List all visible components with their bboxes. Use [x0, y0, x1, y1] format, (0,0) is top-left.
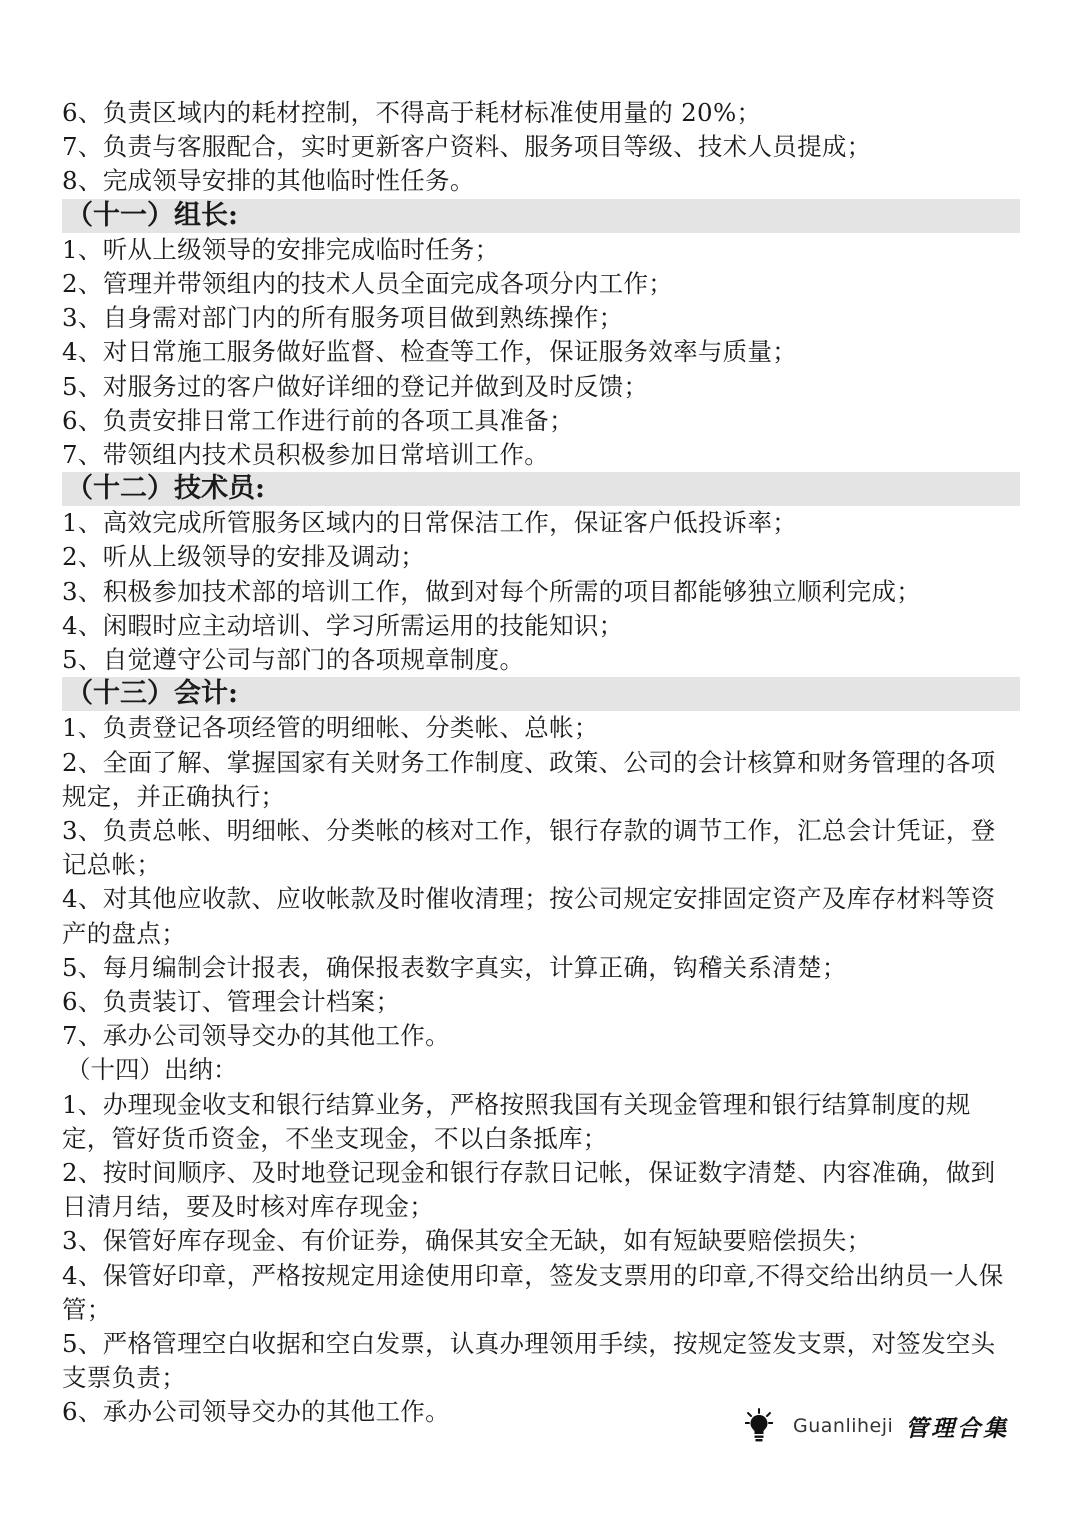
list-item: 5、严格管理空白收据和空白发票，认真办理领用手续，按规定签发支票，对签发空头支票负责；	[62, 1328, 996, 1393]
list-item: 3、积极参加技术部的培训工作，做到对每个所需的项目都能够独立顺利完成；	[62, 576, 922, 606]
list-item: 7、负责与客服配合，实时更新客户资料、服务项目等级、技术人员提成；	[62, 132, 872, 162]
list-item: 1、办理现金收支和银行结算业务，严格按照我国有关现金管理和银行结算制度的规定，管好货币资金，不坐支现金，不以白条抵库；	[62, 1089, 971, 1153]
list-item: 2、听从上级领导的安排及调动；	[62, 542, 426, 572]
section-heading-accountant: （十三）会计:	[62, 677, 1020, 711]
list-item: 5、对服务过的客户做好详细的登记并做到及时反馈；	[62, 371, 649, 401]
list-item: 6、承办公司领导交办的其他工作。	[62, 1397, 450, 1427]
list-item: 3、负责总帐、明细帐、分类帐的核对工作，银行存款的调节工作，汇总会计凭证，登记总帐；	[62, 815, 996, 880]
list-item: 6、负责安排日常工作进行前的各项工具准备；	[62, 405, 574, 435]
list-item: 6、负责装订、管理会计档案；	[62, 986, 401, 1016]
brand-name-en: Guanliheji	[793, 1415, 894, 1437]
lightbulb-icon	[745, 1408, 773, 1444]
list-item: 8、完成领导安排的其他临时性任务。	[62, 166, 475, 196]
list-item: 2、全面了解、掌握国家有关财务工作制度、政策、公司的会计核算和财务管理的各项规定，并正确执行；	[62, 747, 996, 811]
list-item: 3、保管好库存现金、有价证券，确保其安全无缺，如有短缺要赔偿损失；	[62, 1226, 872, 1256]
list-item: 2、按时间顺序、及时地登记现金和银行存款日记帐，保证数字清楚、内容准确，做到日清月结，要及时核对库存现金；	[62, 1157, 996, 1222]
list-item: 1、高效完成所管服务区域内的日常保洁工作，保证客户低投诉率；	[62, 508, 798, 538]
list-item: 6、负责区域内的耗材控制，不得高于耗材标准使用量的 20%；	[62, 98, 762, 127]
list-item: 4、对日常施工服务做好监督、检查等工作，保证服务效率与质量；	[62, 337, 798, 367]
section-heading-technician: （十二）技术员:	[62, 472, 1020, 506]
list-item: 1、听从上级领导的安排完成临时任务；	[62, 234, 500, 264]
section-heading-cashier: （十四）出纳：	[66, 1055, 238, 1085]
list-item: 5、每月编制会计报表，确保报表数字真实，计算正确，钩稽关系清楚；	[62, 952, 847, 982]
brand-name-cn: 管理合集	[905, 1414, 1010, 1442]
list-item: 4、闲暇时应主动培训、学习所需运用的技能知识；	[62, 610, 624, 640]
list-item: 5、自觉遵守公司与部门的各项规章制度。	[62, 645, 525, 674]
list-item: 4、对其他应收款、应收帐款及时催收清理；按公司规定安排固定资产及库存材料等资产的盘点；	[62, 884, 996, 948]
list-item: 2、管理并带领组内的技术人员全面完成各项分内工作；	[62, 268, 674, 298]
section-heading-team-leader: （十一）组长:	[62, 199, 1020, 233]
list-item: 7、带领组内技术员积极参加日常培训工作。	[62, 439, 550, 469]
list-item: 3、自身需对部门内的所有服务项目做到熟练操作；	[62, 303, 624, 333]
document-page	[62, 96, 1020, 1430]
list-item: 4、保管好印章，严格按规定用途使用印章，签发支票用的印章,不得交给出纳员一人保管；	[62, 1260, 1004, 1324]
list-item: 1、负责登记各项经管的明细帐、分类帐、总帐；	[62, 713, 599, 743]
footer-brand	[745, 1406, 1009, 1446]
list-item: 7、承办公司领导交办的其他工作。	[62, 1021, 450, 1051]
